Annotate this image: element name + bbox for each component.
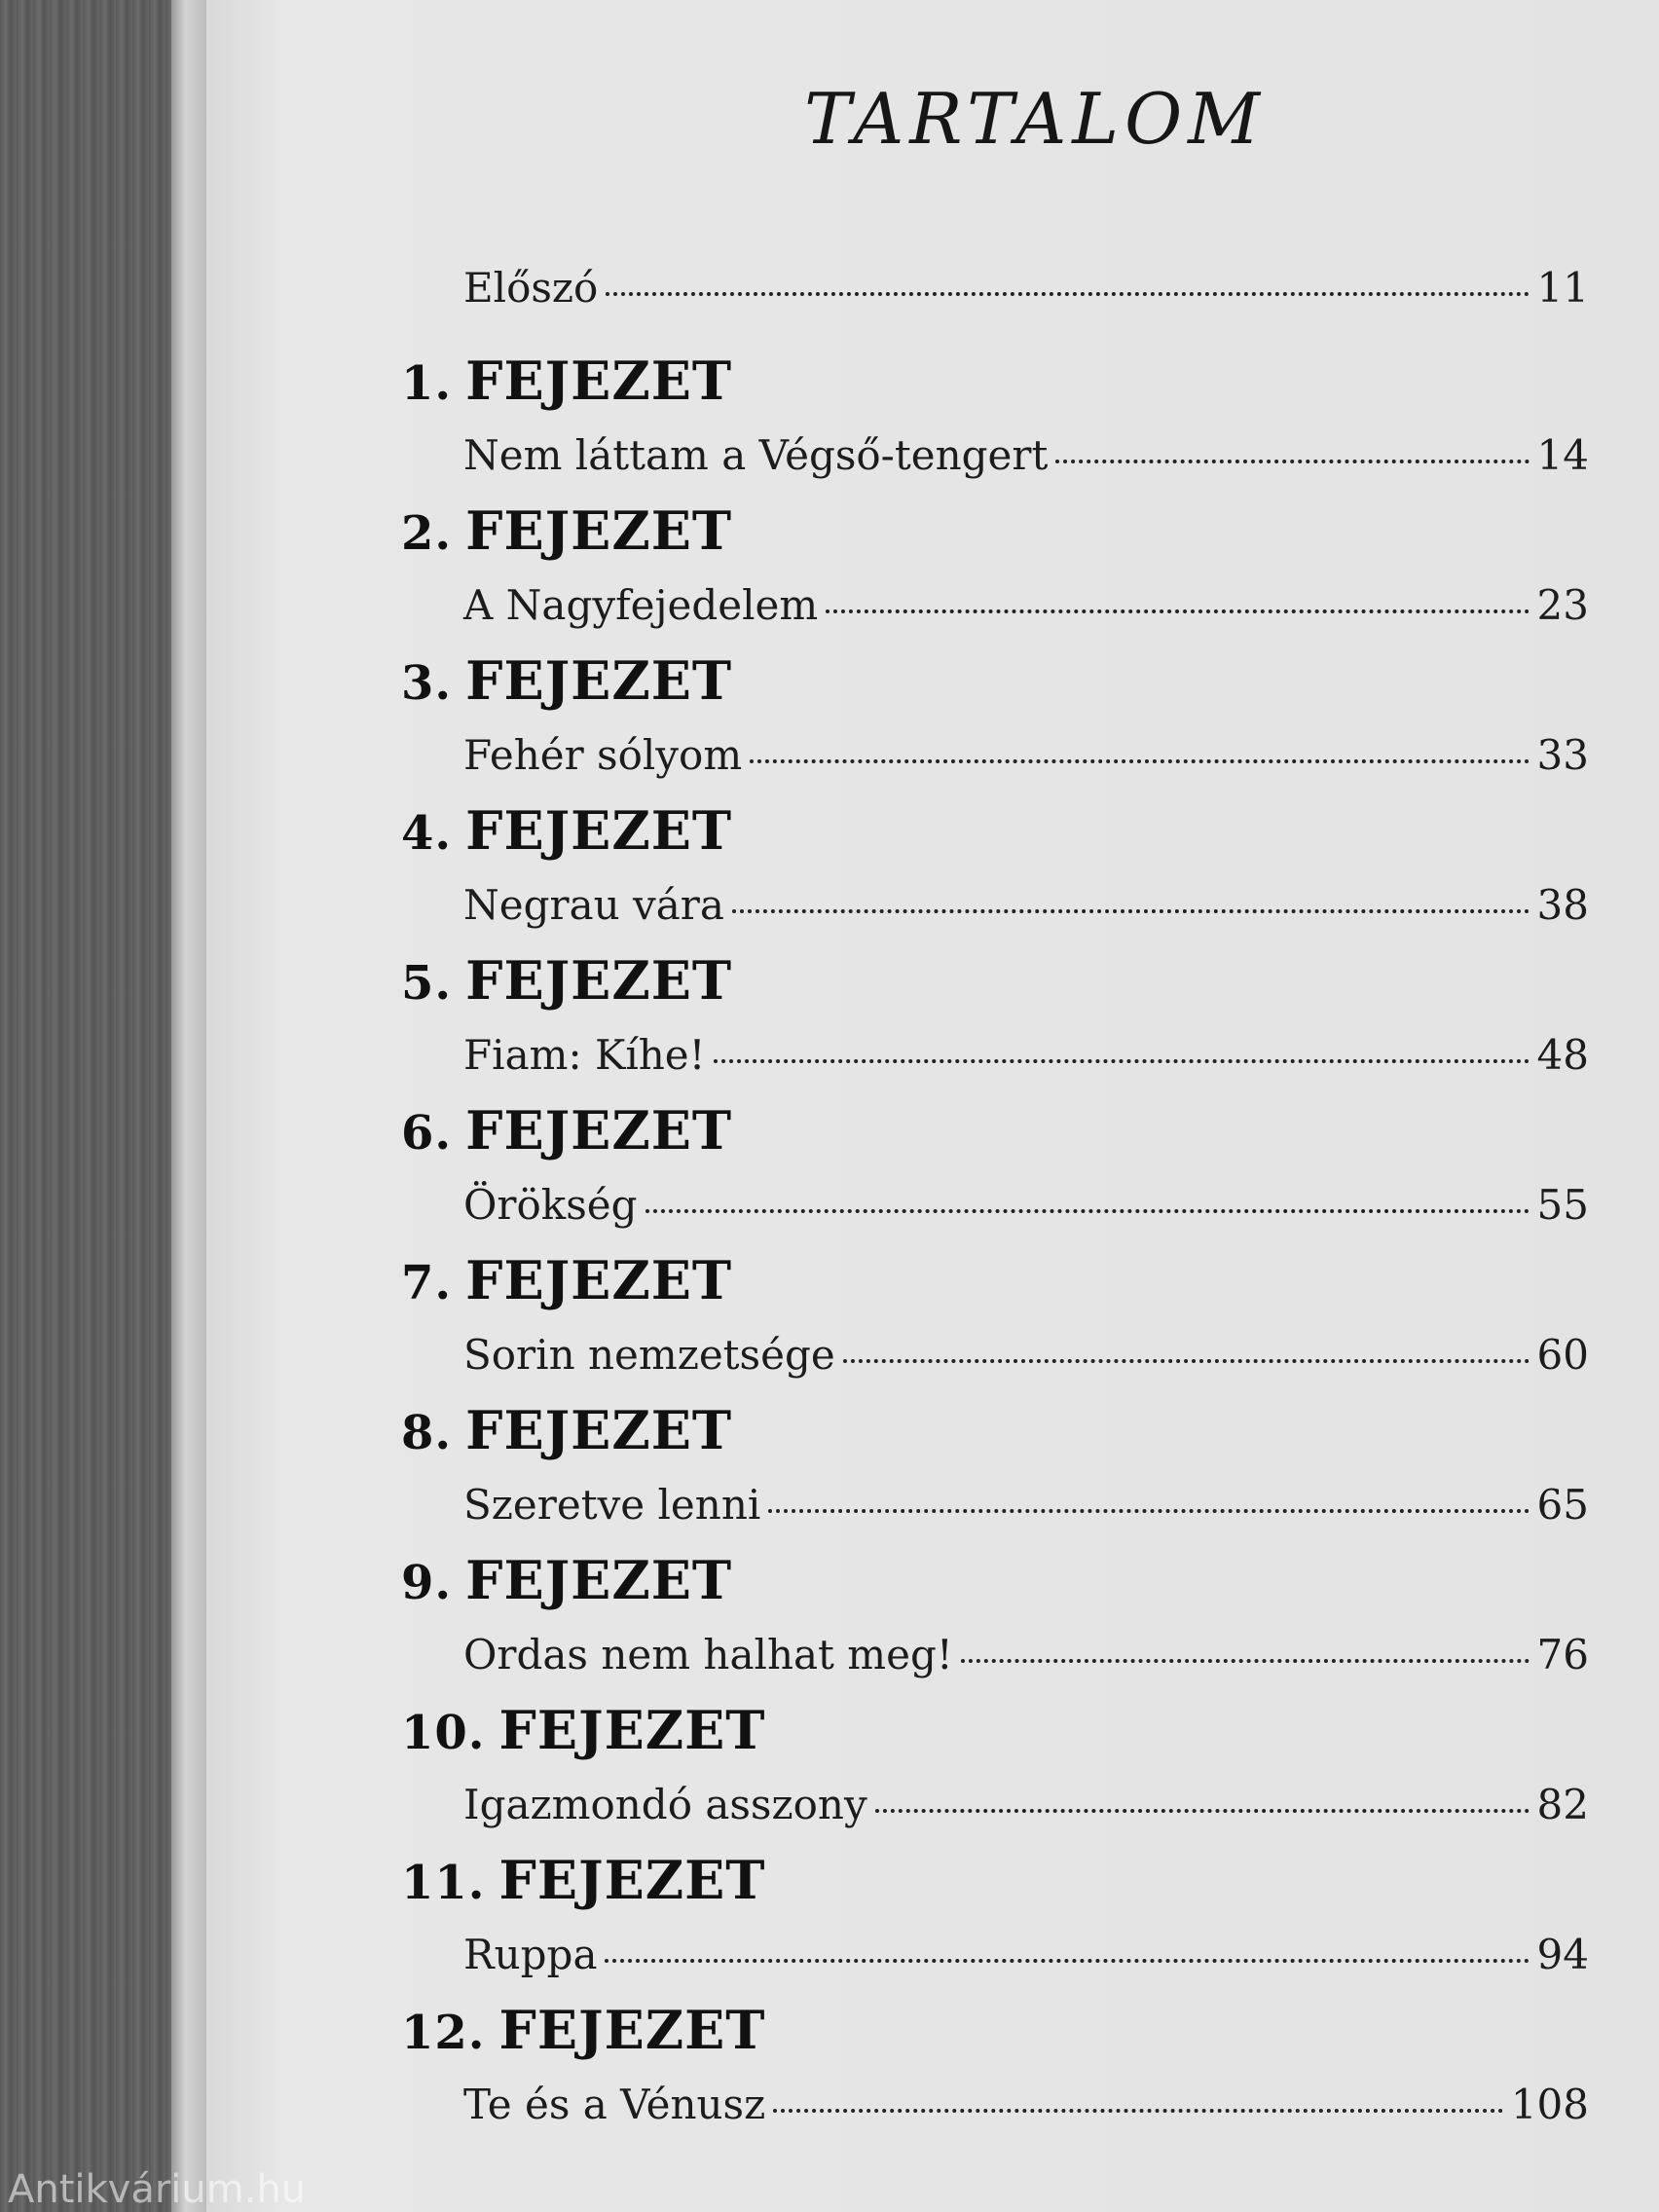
chapter-number: 3. <box>401 656 453 711</box>
chapter-number: 9. <box>401 1556 453 1610</box>
entry-label: Előszó <box>463 264 599 312</box>
leader-dots <box>750 759 1529 763</box>
chapter-heading-text: FEJEZET <box>498 1699 766 1761</box>
chapter-heading-text: FEJEZET <box>465 649 733 712</box>
watermark: Antikvárium.hu <box>8 2167 307 2212</box>
entry-label: Szeretve lenni <box>463 1481 761 1529</box>
entry-label: Ruppa <box>463 1931 598 1978</box>
entry-page-number: 38 <box>1536 881 1589 929</box>
entry-page-number: 65 <box>1536 1481 1589 1529</box>
toc-entry <box>401 253 1589 323</box>
chapter-entry <box>401 1090 1589 1240</box>
toc-entry <box>401 1770 1589 1840</box>
entry-page-number: 60 <box>1536 1331 1589 1379</box>
entry-label: Nem láttam a Végső-tengert <box>463 431 1049 479</box>
entry-label: Te és a Vénusz <box>463 2081 766 2128</box>
chapter-heading <box>401 341 1589 421</box>
chapter-entry <box>401 1990 1589 2140</box>
toc-entry <box>401 1020 1589 1090</box>
chapter-number: 10. <box>401 1706 486 1760</box>
toc-entry <box>401 571 1589 641</box>
entry-label: A Nagyfejedelem <box>463 581 819 629</box>
leader-dots <box>773 2109 1503 2113</box>
chapter-heading <box>401 791 1589 870</box>
chapter-entry <box>401 491 1589 641</box>
toc-entry <box>401 1470 1589 1540</box>
chapter-heading-text: FEJEZET <box>498 1999 766 2061</box>
chapter-heading-text: FEJEZET <box>465 499 733 562</box>
chapter-heading <box>401 940 1589 1020</box>
toc-entry <box>401 1620 1589 1690</box>
entry-label: Örökség <box>463 1181 638 1229</box>
entry-label: Igazmondó asszony <box>463 1781 867 1828</box>
chapter-number: 6. <box>401 1106 453 1161</box>
foreword-entry <box>401 253 1589 341</box>
chapter-entry <box>401 940 1589 1090</box>
chapter-entry <box>401 341 1589 491</box>
page-edge <box>171 0 206 2212</box>
entry-label: Sorin nemzetsége <box>463 1331 835 1379</box>
chapter-entry <box>401 1840 1589 1990</box>
leader-dots <box>605 1959 1529 1963</box>
leader-dots <box>768 1509 1529 1513</box>
chapter-number: 5. <box>401 956 453 1011</box>
chapter-entry <box>401 791 1589 940</box>
leader-dots <box>732 909 1530 913</box>
chapter-number: 8. <box>401 1406 453 1460</box>
chapter-heading <box>401 1540 1589 1620</box>
chapter-heading-text: FEJEZET <box>465 1099 733 1161</box>
chapter-number: 1. <box>401 356 453 411</box>
chapter-number: 11. <box>401 1856 486 1910</box>
toc-entry <box>401 720 1589 791</box>
toc-entry <box>401 1320 1589 1390</box>
chapter-heading <box>401 1690 1589 1770</box>
entry-page-number: 94 <box>1536 1931 1589 1978</box>
entry-label: Negrau vára <box>463 881 724 929</box>
chapter-heading <box>401 491 1589 571</box>
toc-entry <box>401 1170 1589 1240</box>
entry-page-number: 82 <box>1536 1781 1589 1828</box>
toc-entry <box>401 870 1589 940</box>
leader-dots <box>961 1659 1530 1663</box>
toc-entry <box>401 2070 1589 2140</box>
entry-page-number: 108 <box>1510 2081 1589 2128</box>
leader-dots <box>826 609 1529 613</box>
entry-label: Fiam: Kíhe! <box>463 1031 706 1079</box>
chapter-number: 4. <box>401 806 453 861</box>
chapter-number: 2. <box>401 506 453 561</box>
leader-dots <box>606 292 1529 296</box>
chapter-entry <box>401 641 1589 791</box>
chapter-list <box>401 341 1589 2140</box>
book-page <box>206 0 1659 2212</box>
chapter-entry <box>401 1690 1589 1840</box>
entry-page-number: 23 <box>1536 581 1589 629</box>
chapter-heading-text: FEJEZET <box>465 1549 733 1611</box>
chapter-entry <box>401 1390 1589 1540</box>
entry-page-number: 11 <box>1536 264 1589 312</box>
entry-page-number: 55 <box>1536 1181 1589 1229</box>
chapter-heading <box>401 1240 1589 1320</box>
table-of-contents <box>401 253 1589 2140</box>
chapter-heading <box>401 1840 1589 1920</box>
page-title: TARTALOM <box>804 78 1266 160</box>
entry-page-number: 48 <box>1536 1031 1589 1079</box>
chapter-heading-text: FEJEZET <box>465 1249 733 1311</box>
entry-label: Fehér sólyom <box>463 731 743 779</box>
leader-dots <box>875 1809 1530 1813</box>
toc-entry <box>401 421 1589 491</box>
chapter-heading <box>401 1990 1589 2070</box>
chapter-entry <box>401 1240 1589 1390</box>
chapter-number: 7. <box>401 1256 453 1310</box>
chapter-heading <box>401 1090 1589 1170</box>
chapter-heading-text: FEJEZET <box>465 350 733 412</box>
chapter-heading-text: FEJEZET <box>465 1399 733 1461</box>
chapter-heading-text: FEJEZET <box>465 949 733 1012</box>
leader-dots <box>714 1059 1530 1063</box>
leader-dots <box>843 1359 1530 1363</box>
chapter-number: 12. <box>401 2006 486 2060</box>
chapter-heading-text: FEJEZET <box>498 1849 766 1911</box>
toc-entry <box>401 1920 1589 1990</box>
chapter-heading <box>401 1390 1589 1470</box>
entry-page-number: 14 <box>1536 431 1589 479</box>
entry-page-number: 76 <box>1536 1631 1589 1678</box>
chapter-entry <box>401 1540 1589 1690</box>
leader-dots <box>645 1209 1530 1213</box>
desk-background <box>0 0 175 2212</box>
entry-page-number: 33 <box>1536 731 1589 779</box>
chapter-heading <box>401 641 1589 720</box>
entry-label: Ordas nem halhat meg! <box>463 1631 953 1678</box>
leader-dots <box>1055 460 1529 463</box>
chapter-heading-text: FEJEZET <box>465 799 733 862</box>
